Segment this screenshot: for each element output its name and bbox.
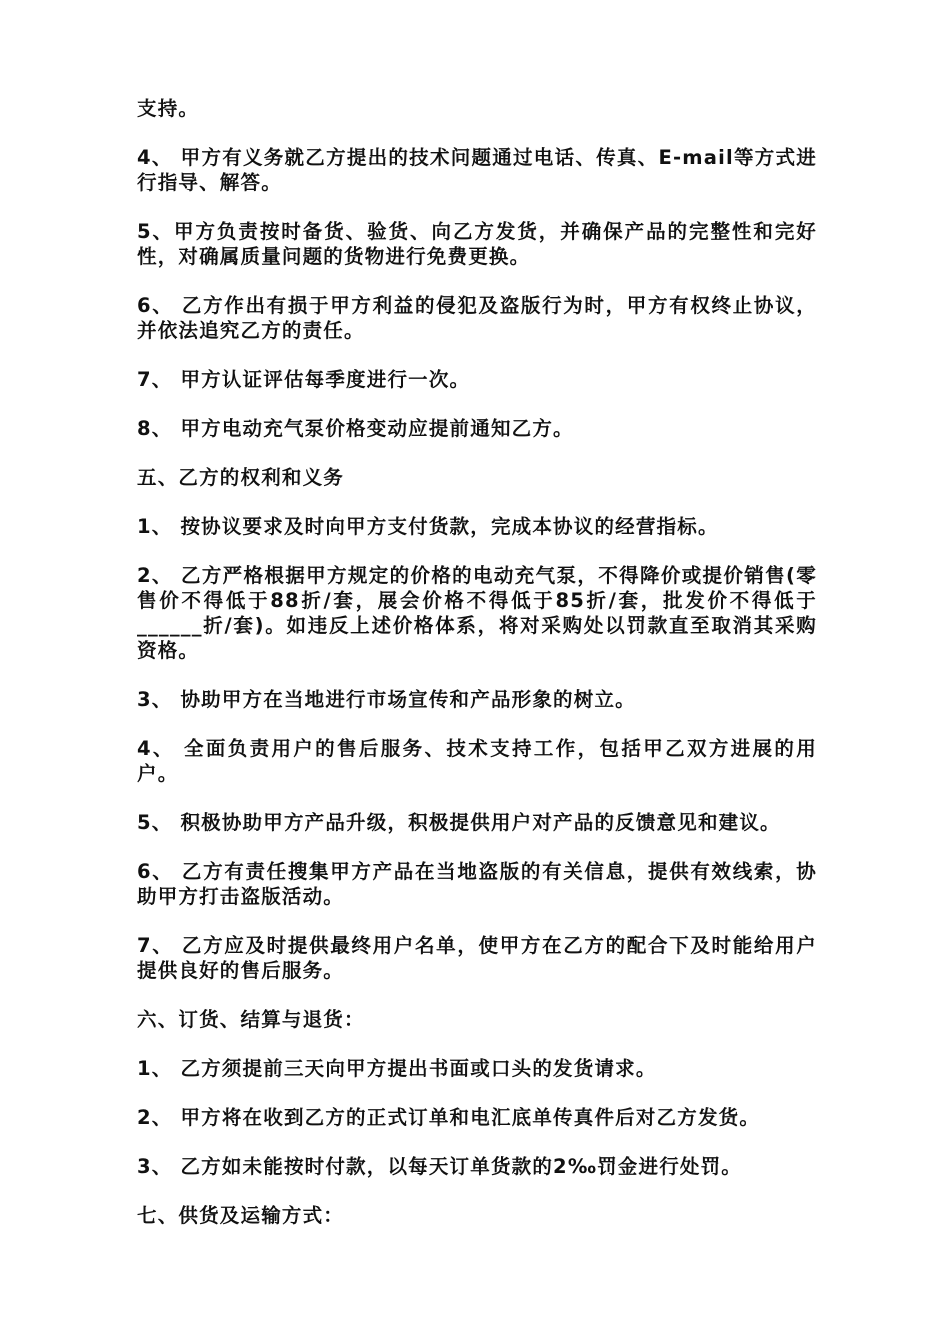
paragraph-order-3: 3、 乙方如未能按时付款，以每天订单货款的2‰罚金进行处罚。 (137, 1155, 743, 1178)
paragraph-support-end: 支持。 (137, 97, 200, 120)
paragraph-party-b-5: 5、 积极协助甲方产品升级，积极提供用户对产品的反馈意见和建议。 (137, 811, 781, 834)
paragraph-party-a-4: 4、 甲方有义务就乙方提出的技术问题通过电话、传真、E-mail等方式进行指导、解答。 (137, 146, 817, 194)
paragraph-party-b-2: 2、 乙方严格根据甲方规定的价格的电动充气泵，不得降价或提价销售(零售价不得低于88折/套，展会价格不得低于85折/套，批发价不得低于______折/套)。如违反上述价格体系，将对采购处以罚款直至取消其采购资格。 (137, 564, 817, 662)
paragraph-party-a-8: 8、 甲方电动充气泵价格变动应提前通知乙方。 (137, 417, 574, 440)
paragraph-party-b-1: 1、 按协议要求及时向甲方支付货款，完成本协议的经营指标。 (137, 515, 719, 538)
paragraph-order-2: 2、 甲方将在收到乙方的正式订单和电汇底单传真件后对乙方发货。 (137, 1106, 761, 1129)
paragraph-party-a-6: 6、 乙方作出有损于甲方利益的侵犯及盗版行为时，甲方有权终止协议，并依法追究乙方的责任。 (137, 294, 817, 342)
paragraph-party-a-7: 7、 甲方认证评估每季度进行一次。 (137, 368, 471, 391)
document-page (137, 96, 817, 1252)
section-heading-7: 七、供货及运输方式： (137, 1204, 345, 1227)
paragraph-party-b-6: 6、 乙方有责任搜集甲方产品在当地盗版的有关信息，提供有效线索，协助甲方打击盗版活动。 (137, 860, 817, 908)
paragraph-party-b-3: 3、 协助甲方在当地进行市场宣传和产品形象的树立。 (137, 688, 636, 711)
paragraph-party-b-4: 4、 全面负责用户的售后服务、技术支持工作，包括甲乙双方进展的用户。 (137, 737, 817, 785)
paragraph-order-1: 1、 乙方须提前三天向甲方提出书面或口头的发货请求。 (137, 1057, 657, 1080)
paragraph-party-a-5: 5、甲方负责按时备货、验货、向乙方发货，并确保产品的完整性和完好性，对确属质量问题的货物进行免费更换。 (137, 220, 817, 268)
paragraph-party-b-7: 7、 乙方应及时提供最终用户名单，使甲方在乙方的配合下及时能给用户提供良好的售后服务。 (137, 934, 817, 982)
section-heading-6: 六、订货、结算与退货： (137, 1008, 365, 1031)
section-heading-5: 五、乙方的权利和义务 (137, 466, 345, 489)
